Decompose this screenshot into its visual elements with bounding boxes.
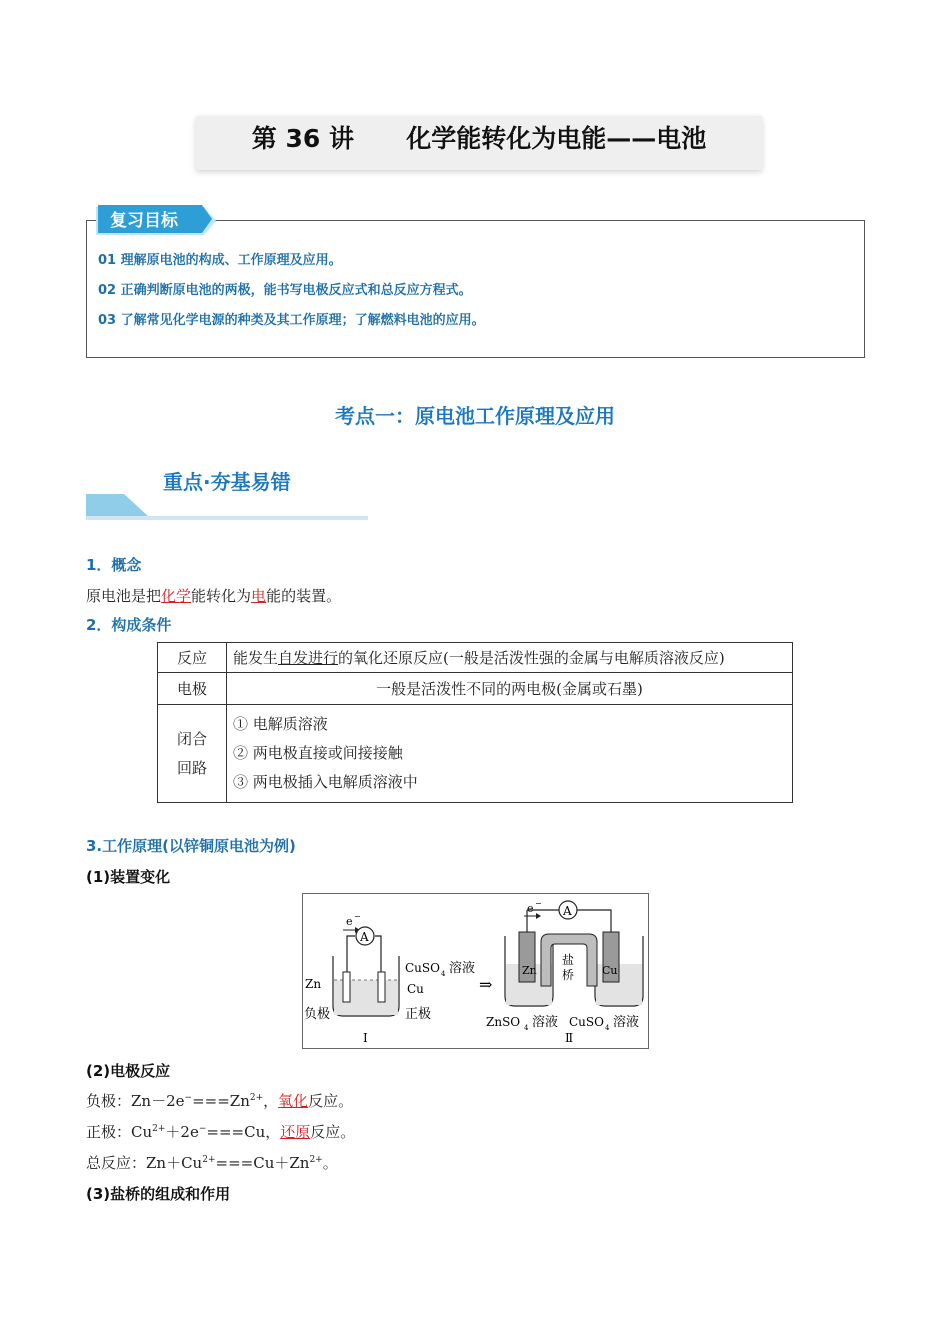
banner-underline bbox=[86, 516, 368, 520]
cuso4-label-2: CuSO bbox=[569, 1015, 604, 1029]
tot-sup-2plus-b: 2+ bbox=[309, 1155, 323, 1165]
copper-electrode-1 bbox=[378, 972, 385, 1002]
page-title: 第 36 讲 化学能转化为电能——电池 bbox=[251, 124, 707, 153]
table-row bbox=[158, 705, 793, 803]
neg-text-a: 负极：Zn－2e bbox=[86, 1092, 185, 1110]
ammeter-label-1: A bbox=[360, 930, 369, 944]
heading-conditions: 2．构成条件 bbox=[86, 616, 172, 634]
cell-one bbox=[304, 912, 475, 1045]
neg-text-b: ===Zn bbox=[192, 1092, 250, 1110]
electron-sup-1: − bbox=[354, 912, 361, 921]
cell-two bbox=[486, 899, 643, 1045]
pos-text-c: ===Cu， bbox=[206, 1123, 281, 1141]
cell-two-roman: Ⅱ bbox=[565, 1031, 574, 1045]
tot-text-a: 总反应：Zn＋Cu bbox=[86, 1154, 203, 1172]
neg-sup-2plus: 2+ bbox=[249, 1093, 264, 1103]
electron-sup-2: − bbox=[535, 899, 542, 908]
banner-title: 重点·夯基易错 bbox=[163, 470, 291, 494]
transform-arrow-icon: ⇒ bbox=[479, 975, 493, 994]
circuit-label-line2: 回路 bbox=[176, 758, 207, 777]
total-reaction bbox=[86, 1152, 338, 1173]
row-value-reaction bbox=[227, 643, 793, 673]
neg-answer-oxidation: 氧化 bbox=[278, 1092, 309, 1110]
wire-right-1 bbox=[375, 936, 381, 976]
tag-label: 复习目标 bbox=[110, 211, 178, 231]
table-row bbox=[158, 673, 793, 705]
tot-sup-2plus-a: 2+ bbox=[202, 1155, 216, 1165]
wire-left-1 bbox=[347, 936, 355, 976]
negative-electrode-reaction bbox=[86, 1090, 353, 1111]
subheading-electrode-reactions: (2)电极反应 bbox=[86, 1062, 171, 1080]
circuit-item-3: ③ 两电极插入电解质溶液中 bbox=[233, 773, 418, 791]
pos-answer-reduction: 还原 bbox=[280, 1123, 311, 1141]
circuit-item-2: ② 两电极直接或间接接触 bbox=[233, 744, 403, 762]
row-value-electrode: 一般是活泼性不同的两电极(金属或石墨) bbox=[227, 673, 793, 705]
table-row bbox=[158, 643, 793, 673]
circuit-item-1: ① 电解质溶液 bbox=[233, 715, 328, 733]
cu-label-2: Cu bbox=[602, 964, 618, 977]
review-goals-tag bbox=[96, 205, 220, 235]
reaction-text-underlined: 自发进行 bbox=[278, 649, 339, 667]
cell-one-roman: Ⅰ bbox=[363, 1031, 368, 1045]
pos-sup-minus: − bbox=[198, 1124, 207, 1134]
tot-text-b: ===Cu＋Zn bbox=[215, 1154, 310, 1172]
concept-answer-chemical: 化学 bbox=[161, 587, 192, 605]
zn-label-2: Zn bbox=[522, 964, 537, 977]
concept-text-a: 原电池是把 bbox=[86, 587, 162, 605]
neg-sup-minus: − bbox=[184, 1093, 193, 1103]
cuso4-sub-1: 4 bbox=[441, 970, 446, 978]
positive-label: 正极 bbox=[405, 1007, 432, 1022]
row-label-electrode: 电极 bbox=[158, 673, 227, 705]
znso4-sub: 4 bbox=[524, 1024, 529, 1032]
concept-answer-electric: 电 bbox=[251, 587, 267, 605]
concept-text-e: 能的装置。 bbox=[266, 587, 342, 605]
banner-shape bbox=[86, 494, 148, 516]
pos-sup-2plus: 2+ bbox=[152, 1124, 166, 1134]
electron-label-1: e bbox=[346, 915, 353, 928]
galvanic-cell-figure bbox=[302, 893, 649, 1049]
pos-text-e: 反应。 bbox=[310, 1123, 356, 1141]
row-label-circuit bbox=[158, 705, 227, 803]
cuso4-sub-2: 4 bbox=[605, 1024, 610, 1032]
goal-item-1: 01 理解原电池的构成、工作原理及应用。 bbox=[98, 253, 342, 268]
cu-label-1: Cu bbox=[407, 982, 424, 996]
reaction-text-c: 的氧化还原反应(一般是活泼性强的金属与电解质溶液反应) bbox=[338, 649, 725, 667]
section-heading-kaodian: 考点一：原电池工作原理及应用 bbox=[335, 404, 615, 428]
zn-label-1: Zn bbox=[305, 977, 322, 991]
row-value-circuit bbox=[227, 705, 793, 803]
heading-principle: 3.工作原理(以锌铜原电池为例) bbox=[86, 837, 296, 855]
neg-text-e: 反应。 bbox=[308, 1092, 354, 1110]
salt-bridge-label-2: 桥 bbox=[562, 968, 575, 982]
tot-text-c: 。 bbox=[322, 1154, 338, 1172]
zinc-electrode-1 bbox=[343, 972, 350, 1002]
znso4-label: ZnSO bbox=[486, 1015, 521, 1029]
electron-label-2: e bbox=[527, 902, 534, 915]
solution-label-3: 溶液 bbox=[613, 1015, 640, 1030]
reaction-text-a: 能发生 bbox=[233, 649, 279, 667]
electron-arrowhead-2 bbox=[536, 913, 541, 919]
goal-item-3: 03 了解常见化学电源的种类及其工作原理；了解燃料电池的应用。 bbox=[98, 313, 485, 328]
goal-item-2: 02 正确判断原电池的两极，能书写电极反应式和总反应方程式。 bbox=[98, 283, 472, 298]
subheading-salt-bridge: (3)盐桥的组成和作用 bbox=[86, 1185, 231, 1203]
neg-text-c: ， bbox=[263, 1092, 279, 1110]
cell-diagram bbox=[303, 894, 648, 1048]
solution-label-1: 溶液 bbox=[449, 961, 476, 976]
row-label-reaction: 反应 bbox=[158, 643, 227, 673]
subheading-device: (1)装置变化 bbox=[86, 868, 171, 886]
positive-electrode-reaction bbox=[86, 1121, 355, 1142]
pos-text-a: 正极：Cu bbox=[86, 1123, 153, 1141]
salt-bridge-label-1: 盐 bbox=[562, 953, 575, 967]
concept-paragraph bbox=[86, 585, 341, 606]
heading-concept: 1．概念 bbox=[86, 556, 142, 574]
circuit-label-line1: 闭合 bbox=[176, 729, 207, 748]
concept-text-c: 能转化为 bbox=[191, 587, 252, 605]
solution-label-2: 溶液 bbox=[532, 1015, 559, 1030]
conditions-table bbox=[157, 642, 793, 803]
pos-text-b: ＋2e bbox=[165, 1123, 199, 1141]
wire-right-2 bbox=[577, 910, 611, 932]
negative-label: 负极 bbox=[304, 1007, 331, 1022]
cuso4-label-1: CuSO bbox=[405, 961, 440, 975]
ammeter-label-2: A bbox=[563, 904, 572, 918]
